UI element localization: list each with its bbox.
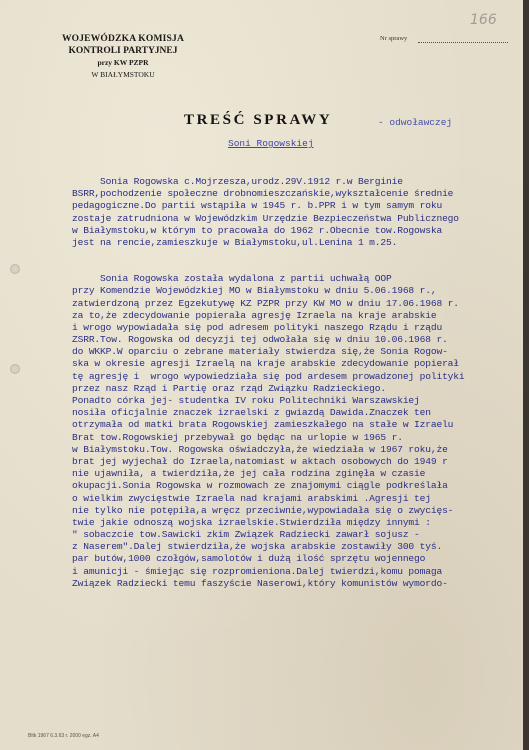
case-number-field — [418, 42, 508, 43]
body-text-line: w Białymstoku.Tow. Rogowska oświadczyła,że wiedziała w 1967 roku,że — [72, 443, 448, 455]
punch-hole — [10, 364, 20, 374]
body-text-line: Sonia Rogowska została wydalona z partii uchwałą OOP — [72, 273, 392, 285]
letterhead-line-2: KONTROLI PARTYJNEJ — [68, 45, 178, 56]
body-text-line: z Naserem".Dalej stwierdziła,że wojska arabskie zostawiły 300 tyś. — [72, 541, 443, 553]
pencil-page-number: 166 — [470, 12, 497, 28]
body-text-line: zatwierdzoną przez Egzekutywę KZ PZPR przy KW MO w dniu 17.06.1968 r. — [72, 297, 459, 309]
body-text-line: Sonia Rogowska c.Mojrzesza,urodz.29V.1912 r.w Berginie — [72, 176, 403, 187]
body-text-line: za to,że zdecydowanie popierała agresję Izraela na kraje arabskie — [72, 309, 437, 321]
body-text-line: BSRR,pochodzenie społeczne drobnomieszczańskie,wykształcenie średnie — [72, 188, 454, 200]
body-text-line: ska w okresie agresji Izraelą na kraje arabskie zdecydowanie popierał — [72, 358, 459, 370]
body-text-line: zostaje zatrudniona w Wojewódzkim Urzędzie Bezpieczeństwa Publicznego — [72, 212, 459, 224]
body-text-line: w Białymstoku,w którym to pracowała do 1962 r.Obecnie tow.Rogowska — [72, 224, 443, 236]
punch-hole — [10, 264, 20, 274]
case-number-label: Nr sprawy — [380, 35, 408, 42]
body-text-line: tę agresję i wrogo wypowiedziała się pod ardesem prowadzonej polityki — [72, 370, 465, 382]
letterhead — [38, 34, 208, 80]
document-subject: Soni Rogowskiej — [228, 138, 314, 149]
letterhead-line-1: WOJEWÓDZKA KOMISJA — [61, 34, 185, 44]
body-text-line: nie ujawniła, a twierdziła,że jej cała rodzina zginęła w czasie — [72, 468, 426, 480]
body-text-line: o wielkim zwycięstwie Izraela nad krajami arabskimi .Agresji tej — [72, 492, 431, 504]
document-title: TREŚĆ SPRAWY — [184, 112, 333, 128]
body-text-line: nie tylko nie potępiła,a wręcz przeciwnie,wypowiadała się o zwycięs- — [72, 504, 454, 516]
body-text-line: i amunicji - śmiejąc się rozpromieniona.Dalej twierdzi,komu pomaga — [72, 565, 443, 577]
body-text-line: Związek Radziecki temu faszyście Naserowi,który komunistów wymordo- — [72, 577, 448, 589]
body-text-line: przy Komendzie Wojewódzkiej MO w Białymstoku w dniu 5.06.1968 r., — [72, 285, 437, 297]
print-footer: Bltk 1967 6.3.63 r. 2000 egz. A4 — [28, 733, 99, 739]
body-text-line: Brat tow.Rogowskiej przebywał go będąc na urlopie w 1965 r. — [72, 431, 403, 443]
body-text-line: ZSRR.Tow. Rogowska od decyzji tej odwołała się w dniu 10.06.1968 r. — [72, 334, 448, 346]
body-text-line: par butów,1000 czołgów,samolotów i dużą ilość sprzętu wojennego — [72, 553, 426, 565]
body-text-line: i wrogo wypowiadała się pod adresem polityki naszego Rządu i rządu — [72, 321, 443, 333]
body-text-line: otrzymała od matki brata Rogowskiej zamieszkałego na stałe w Izraelu — [72, 419, 454, 431]
body-text-line: twie jakie odnoszą wojska izraelskie.Stwierdziła między innymi : — [72, 516, 431, 528]
body-text-line: okupacji.Sonia Rogowska w rozmowach ze znajomymi ciągle podkreślała — [72, 480, 448, 492]
body-text-line: Ponadto córka jej- studentka IV roku Politechniki Warszawskiej — [72, 395, 420, 406]
body-text-line: nosiła oficjalnie znaczek izraelski z gwiazdą Dawida.Znaczek ten — [72, 407, 431, 419]
scan-edge — [523, 0, 529, 750]
paragraph-gap — [72, 249, 517, 273]
body-text-line: brat jej wyjechał do Izraela,natomiast w aktach osobowych do 1949 r — [72, 455, 448, 467]
body-text-line: jest na rencie,zamieszkuje w Białymstoku,ul.Lenina 1 m.25. — [72, 236, 398, 248]
letterhead-line-4: W BIAŁYMSTOKU — [91, 69, 155, 79]
body-text-line: do WKKP.W oparciu o zebrane materiały stwierdza się,że Sonia Rogow- — [72, 346, 448, 358]
body-text-line: " sobaczcie tow.Sawicki zkim Związek Radziecki zawarł sojusz - — [72, 529, 420, 541]
body-text-line: pedagogiczne.Do partii wstąpiła w 1945 r. b.PPR i w tym samym roku — [72, 200, 443, 212]
title-suffix: - odwoławczej — [378, 117, 453, 128]
letterhead-line-3: przy KW PZPR — [97, 58, 149, 67]
document-body — [72, 176, 517, 590]
body-text-line: przez nasz Rząd i Partię oraz rząd Związku Radzieckiego. — [72, 382, 387, 394]
